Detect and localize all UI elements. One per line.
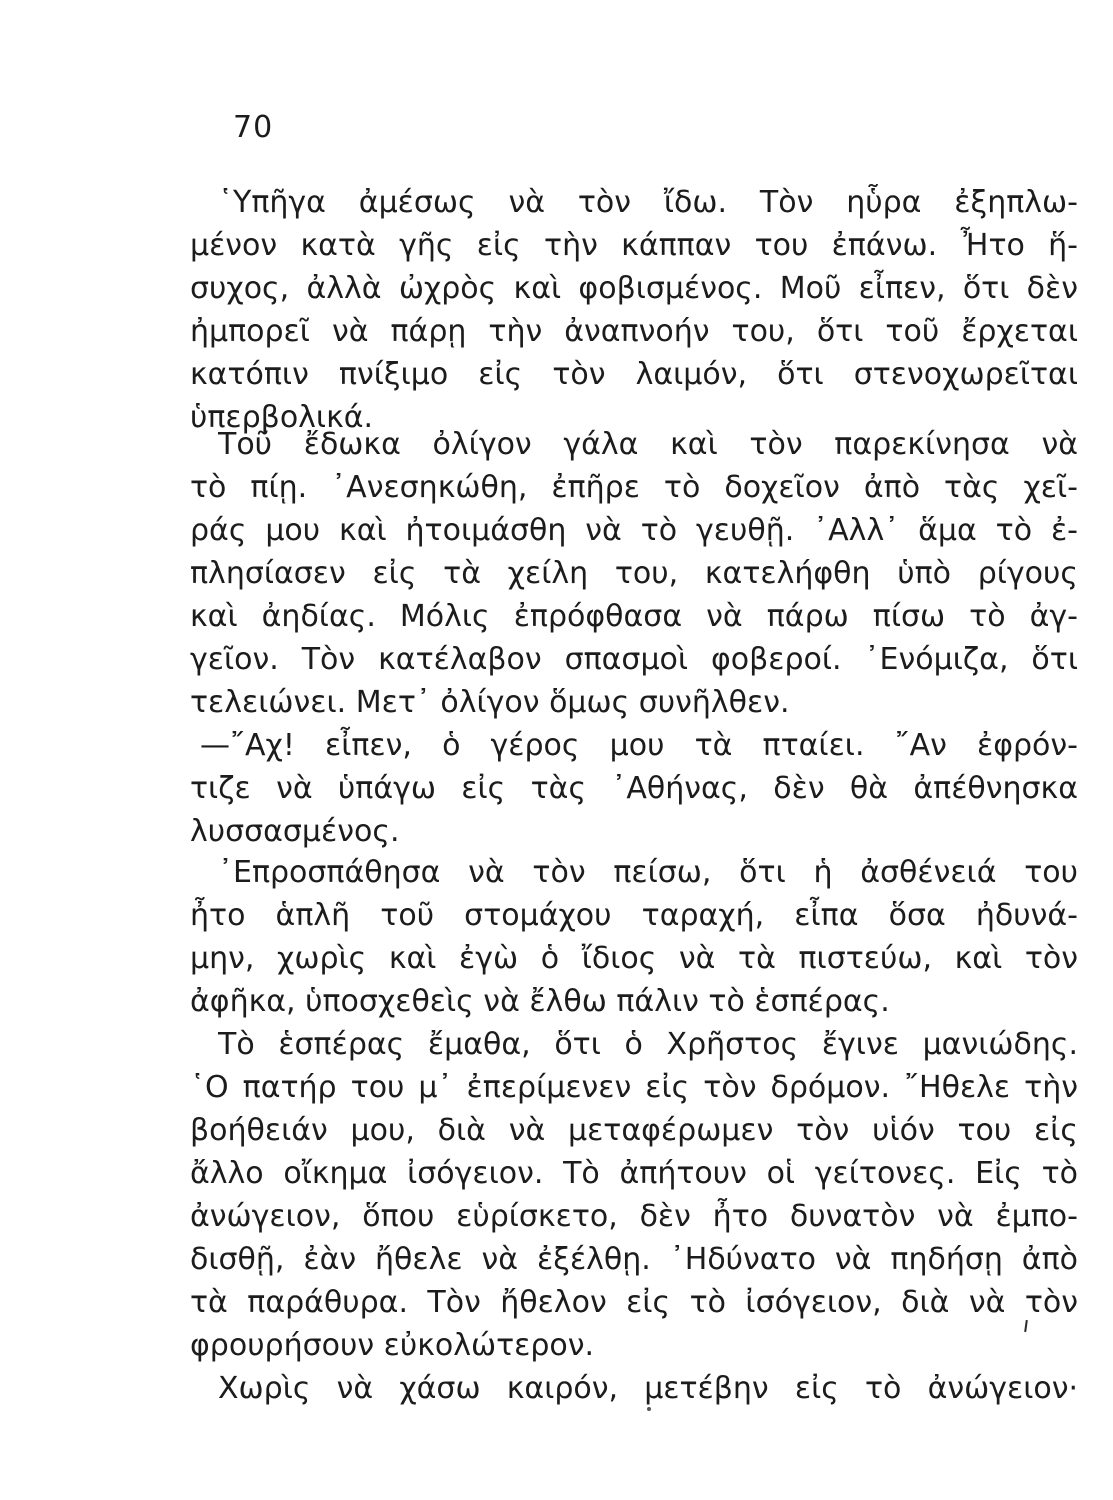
text-line: Χωρὶς νὰ χάσω καιρόν, μετέβην εἰς τὸ ἀνώγειον· xyxy=(218,1371,1078,1406)
text-line: τὰ παράθυρα. Τὸν ἤθελον εἰς τὸ ἰσόγειον, διὰ νὰ τὸν xyxy=(190,1285,1078,1320)
text-line: μένον κατὰ γῆς εἰς τὴν κάππαν του ἐπάνω. Ἦτο ἥ- xyxy=(190,228,1078,263)
text-line: ὑπερβολικά. xyxy=(190,400,374,435)
text-line: λυσσασμένος. xyxy=(190,814,400,849)
text-line: συχος, ἀλλὰ ὠχρὸς καὶ φοβισμένος. Μοῦ εἶπεν, ὅτι δὲν xyxy=(190,271,1078,306)
text-line: κατόπιν πνίξιμο εἰς τὸν λαιμόν, ὅτι στενοχωρεῖται xyxy=(190,357,1078,392)
text-line: καὶ ἀηδίας. Μόλις ἐπρόφθασα νὰ πάρω πίσω τὸ ἀγ- xyxy=(190,599,1078,634)
text-line: μην, χωρὶς καὶ ἐγὼ ὁ ἴδιος νὰ τὰ πιστεύω, καὶ τὸν xyxy=(190,941,1078,976)
text-line: ράς μου καὶ ἠτοιμάσθη νὰ τὸ γευθῇ. ᾿Αλλ᾿ ἅμα τὸ ἐ- xyxy=(190,513,1078,548)
text-line: τελειώνει. Μετ᾿ ὀλίγον ὅμως συνῆλθεν. xyxy=(190,685,790,720)
text-line: ῾Ο πατήρ του μ᾿ ἐπερίμενεν εἰς τὸν δρόμον. ῎Ηθελε τὴν xyxy=(190,1070,1078,1105)
text-line: Τὸ ἑσπέρας ἔμαθα, ὅτι ὁ Χρῆστος ἔγινε μανιώδης. xyxy=(218,1027,1078,1062)
text-line: βοήθειάν μου, διὰ νὰ μεταφέρωμεν τὸν υἱόν του εἰς xyxy=(190,1113,1078,1148)
text-line: πλησίασεν εἰς τὰ χείλη του, κατελήφθη ὑπὸ ρίγους xyxy=(190,556,1078,591)
text-line: ἦτο ἁπλῆ τοῦ στομάχου ταραχή, εἶπα ὅσα ἠδυνά- xyxy=(190,898,1078,933)
text-line: ἠμπορεῖ νὰ πάρῃ τὴν ἀναπνοήν του, ὅτι τοῦ ἔρχεται xyxy=(190,314,1078,349)
text-line: φρουρήσουν εὐκολώτερον. xyxy=(190,1328,595,1363)
print-speck xyxy=(647,1407,651,1411)
text-line: Τοῦ ἔδωκα ὀλίγον γάλα καὶ τὸν παρεκίνησα νὰ xyxy=(218,427,1078,462)
text-line: ἀφῆκα, ὑποσχεθεὶς νὰ ἔλθω πάλιν τὸ ἑσπέρας. xyxy=(190,984,890,1019)
text-line: ἀνώγειον, ὅπου εὑρίσκετο, δὲν ἦτο δυνατὸν νὰ ἐμπο- xyxy=(190,1199,1078,1234)
text-line: ἄλλο οἴκημα ἰσόγειον. Τὸ ἀπήτουν οἱ γείτονες. Εἰς τὸ xyxy=(190,1156,1078,1191)
page-number: 70 xyxy=(233,110,274,145)
text-line: δισθῇ, ἐὰν ἤθελε νὰ ἐξέλθῃ. ᾿Ηδύνατο νὰ πηδήσῃ ἀπὸ xyxy=(190,1242,1078,1277)
text-line: —῎Αχ! εἶπεν, ὁ γέρος μου τὰ πταίει. ῎Αν ἐφρόν- xyxy=(200,728,1078,763)
text-line: ᾿Επροσπάθησα νὰ τὸν πείσω, ὅτι ἡ ἀσθένειά του xyxy=(218,855,1078,890)
text-line: ῾Υπῆγα ἀμέσως νὰ τὸν ἴδω. Τὸν ηὗρα ἐξηπλω- xyxy=(218,185,1078,220)
text-line: τὸ πίῃ. ᾿Ανεσηκώθη, ἐπῆρε τὸ δοχεῖον ἀπὸ τὰς χεῖ- xyxy=(190,470,1078,505)
text-line: γεῖον. Τὸν κατέλαβον σπασμοὶ φοβεροί. ᾿Ενόμιζα, ὅτι xyxy=(190,642,1078,677)
text-line: τιζε νὰ ὑπάγω εἰς τὰς ᾿Αθήνας, δὲν θὰ ἀπέθνησκα xyxy=(190,771,1078,806)
